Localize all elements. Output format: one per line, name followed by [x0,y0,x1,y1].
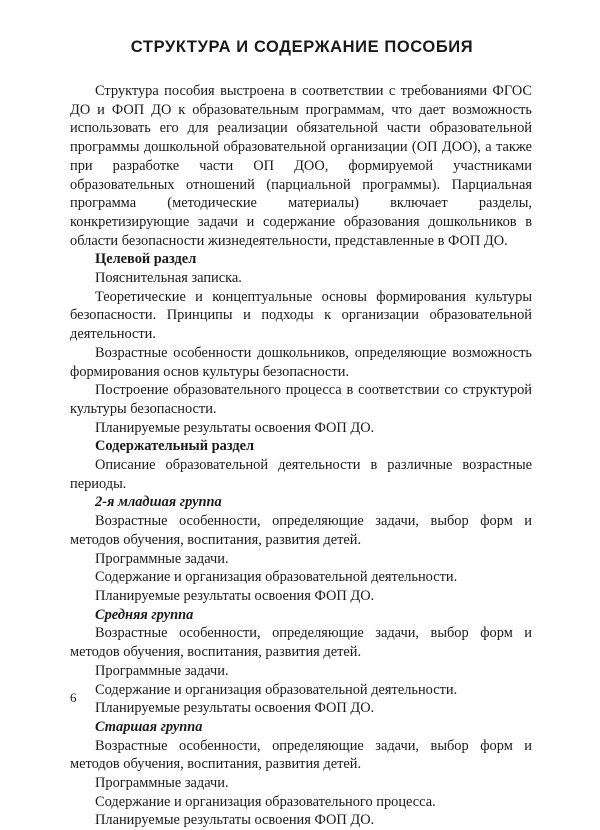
group-item: Планируемые результаты освоения ФОП ДО. [95,587,375,604]
target-item-explanatory-note: Пояснительная записка. [95,270,242,287]
target-item-age-features: Возрастные особенности дошкольников, определяющие возможность формирования основ культуры безопасности. [70,344,532,380]
group-heading-middle: Средняя группа [95,606,194,623]
page-number: 6 [70,690,77,705]
group-item: Возрастные особенности, определяющие задачи, выбор форм и методов обучения, воспитания, развития детей. [70,513,532,548]
group-item: Планируемые результаты освоения ФОП ДО. [95,700,375,717]
target-item-planned-results: Планируемые результаты освоения ФОП ДО. [95,419,375,436]
section-heading-content: Содержательный раздел [95,438,255,455]
group-item: Планируемые результаты освоения ФОП ДО. [95,812,375,829]
target-item-theory: Теоретические и концептуальные основы формирования культуры безопасности. Принципы и подходы к организации образовательной деятельности. [70,288,532,343]
group-item: Содержание и организация образовательного процесса. [95,793,436,810]
group-heading-junior-2: 2-я младшая группа [95,494,222,511]
group-item: Возрастные особенности, определяющие задачи, выбор форм и методов обучения, воспитания, развития детей. [70,625,532,661]
page-body [70,82,532,830]
target-item-process-building: Построение образовательного процесса в соответствии со структурой культуры безопасности. [70,382,532,417]
content-description: Описание образовательной деятельности в различные возрастные периоды. [70,457,532,492]
page-title: СТРУКТУРА И СОДЕРЖАНИЕ ПОСОБИЯ [130,38,474,56]
group-item: Возрастные особенности, определяющие задачи, выбор форм и методов обучения, воспитания, развития детей. [70,737,532,773]
group-item: Программные задачи. [95,550,229,567]
intro-paragraph: Структура пособия выстроена в соответствии с требованиями ФГОС ДО и ФОП ДО к образовательным программам, что дает возможность использовать его для реализации обязательной части образовательной программы дошкольной образовательной организации (ОП ДОО), а также при разработке части ОП ДОО, формируемой участниками образовательных отношений (парциальной программы). Парциальная программа (методические материалы) включает разделы, конкретизирующие задачи и содержание образования дошкольников в области безопасности жизнедеятельности, представленные в ФОП ДО. [70,83,532,249]
group-item: Содержание и организация образовательной деятельности. [95,681,458,698]
group-item: Программные задачи. [95,775,229,792]
group-item: Содержание и организация образовательной деятельности. [95,569,458,586]
group-item: Программные задачи. [95,662,229,679]
section-heading-target: Целевой раздел [95,251,197,268]
group-heading-senior: Старшая группа [95,718,203,735]
